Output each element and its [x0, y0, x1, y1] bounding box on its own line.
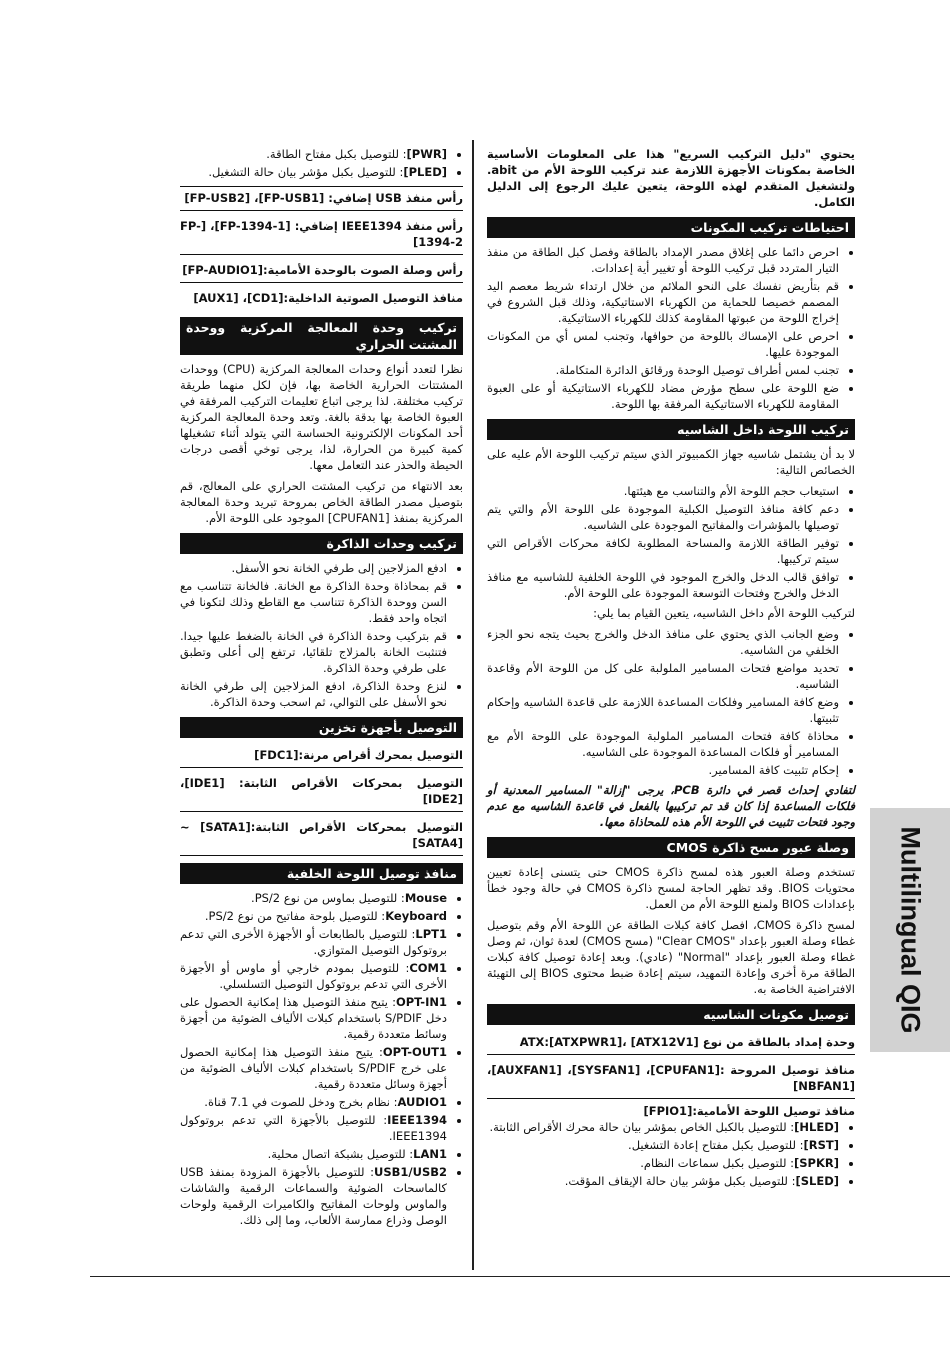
list-item: • إحكام تثبيت كافة المسامير. — [487, 762, 839, 778]
fan-connector-line: منافذ توصيل المروحة :[CPUFAN1]، [SYSFAN1]، [AUXFAN1]، [NBFAN1] — [487, 1059, 855, 1099]
precautions-list — [487, 244, 855, 412]
list-item — [180, 146, 447, 162]
connector-key: Mouse — [404, 891, 447, 905]
list-item: • قم بتركيب وحدة الذاكرة في الخانة بالضغط عليها جيدا. فتنثبت الخانة بالمزلاج تلقائيا، ترتفع إلى أعلى وتطبق على طرفي وحدة الذاكرة. — [180, 628, 447, 676]
panel-connectors-top-list — [180, 146, 463, 180]
memory-steps-list — [180, 560, 463, 710]
list-item: • ضع اللوحة على سطح مؤرض مضاد للكهرباء الاستاتيكية أو على العبوة المقاومة للكهرباء الاستاتيكية المرفقة بها اللوحة. — [487, 380, 839, 412]
fdc-line: التوصيل بمحرك أقراص مرنة:[FDC1] — [180, 744, 463, 768]
rear-panel-list — [180, 890, 463, 1228]
section-heading-rear-panel: منافذ توصيل اللوحة الخلفية — [180, 863, 463, 884]
connector-desc: : يتيح منفذ التوصيل هذا إمكانية الحصول على خرج S/PDIF باستخدام كبلات الألياف الضوئية من أجهزة وسائل متعددة رقمية. — [180, 1045, 447, 1091]
connector-key: COM1 — [409, 961, 447, 975]
list-item — [180, 1164, 447, 1228]
cmos-paragraph-2: لمسح ذاكرة CMOS، افصل كافة كبلات الطاقة عن اللوحة الأم وقم بتوصيل غطاء وصلة العبور بإعداد "Clear CMOS" (مسح CMOS) لعدة ثوان، ثم وصل غطاء وصلة العبور بإعداد "Normal" (عادي). وبعد إعادة توصيل كافة كبلات الطاقة مرة أخرى وإعادة التمهيد، سيتم إعادة ضبط محتوى BIOS إلى التهيئة الافتراضية الخاصة به. — [487, 918, 856, 996]
list-item: • تجنب لمس أطراف توصيل الوحدة ورقائق الدائرة المتكاملة. — [487, 362, 839, 378]
connector-key: LAN1 — [413, 1147, 447, 1161]
list-item — [487, 1137, 839, 1153]
steps-intro: لتركيب اللوحة الأم داخل الشاسيه، يتعين القيام بما يلي: — [593, 606, 855, 620]
right-column — [487, 146, 855, 1193]
section-heading-memory: تركيب وحدات الذاكرة — [180, 533, 463, 554]
column-divider — [472, 140, 474, 1270]
list-item — [180, 1044, 447, 1092]
list-item — [180, 1146, 447, 1162]
connector-key: [PLED] — [403, 165, 447, 179]
connector-desc: : للتوصيل بالأجهزة المزودة بمنفذ USB كالماسحات الضوئية والسماعات الرقمية والشاشات والماوس ولوحات المفاتيح والكاميرات الرقمية ولوحات الوصل وذراع ممارسة الألعاب، وما إلى ذلك. — [180, 1165, 447, 1227]
list-item — [180, 994, 447, 1042]
connector-desc: : للتوصيل بالأجهزة التي تدعم بروتوكول IEEE1394. — [180, 1113, 447, 1143]
connector-desc: : للتوصيل بكبل مؤشر بيان حالة التشغيل. — [208, 165, 404, 179]
audio-header-line: رأس وصلة الصوت بالوحدة الأمامية:[FP-AUDIO1] — [180, 259, 463, 283]
list-item: • استيعاب حجم اللوحة الأم والتناسب مع هيئتها. — [487, 483, 839, 499]
list-item — [180, 926, 447, 958]
section-heading-chassis-components: توصيل مكونات الشاسيه — [487, 1004, 855, 1025]
connector-key: USB1/USB2 — [374, 1165, 447, 1179]
connector-desc: : للتوصيل بشبكة اتصال محلية. — [267, 1147, 414, 1161]
list-item: • لنزع وحدة الذاكرة، ادفع المزلاجين إلى طرفي الخانة نحو الأسفل على التوالي، ثم اسحب وحدة الذاكرة. — [180, 678, 447, 710]
install-steps-list — [487, 626, 855, 778]
list-item: • تحديد مواضع فتحات المسامير الملولبة على كل من اللوحة الأم وقاعدة الشاسيه. — [487, 660, 839, 692]
connector-key: [HLED] — [794, 1120, 839, 1134]
connector-key: [RST] — [803, 1138, 839, 1152]
list-item — [180, 1112, 447, 1144]
connector-key: Keyboard — [385, 909, 447, 923]
list-item — [487, 1155, 839, 1171]
front-panel-heading: منافذ توصيل اللوحة الأمامية:[FPIO1] — [643, 1104, 855, 1118]
cmos-paragraph-1: تستخدم وصلة العبور هذه لمسح ذاكرة CMOS حتى يتسنى إعادة تعيين محتويات BIOS. وقد تظهر الحاجة لمسح ذاكرة CMOS في حالة وجود خطأ بإعدادات BIOS ولمنع اللوحة الأم من العمل. — [487, 865, 856, 911]
usb-header-line: رأس منفذ USB إضافي: [FP-USB1]، [FP-USB2] — [180, 187, 463, 211]
list-item: • محاذاة كافة فتحات المسامير الملولبة الموجودة على اللوحة الأم مع المسامير أو فلكات المساعدة الموجودة على الشاسيه. — [487, 728, 839, 760]
connector-desc: : نظام بخرج ودخل للصوت في 7.1 قناة. — [204, 1095, 398, 1109]
list-item — [487, 1173, 839, 1189]
connector-desc: : يتيح منفذ التوصيل هذا إمكانية الحصول على دخل S/PDIF باستخدام كبلات الألياف الضوئية من أجهزة وسائط متعددة رقمية. — [180, 995, 447, 1041]
section-heading-precautions: احتياطات تركيب المكونات — [487, 217, 855, 238]
connector-desc: : للتوصيل بكبل مفتاح الطاقة. — [266, 147, 407, 161]
internal-audio-line: منافذ التوصيل الصوتية الداخلية:[CD1]، [AUX1] — [193, 291, 463, 305]
list-item — [180, 890, 447, 906]
section-heading-cpu: تركيب وحدة المعالجة المركزية ووحدة المشتت الحراري — [180, 317, 463, 355]
list-item — [487, 1119, 839, 1135]
connector-desc: : للتوصيل بكبل مفتاح إعادة التشغيل. — [628, 1138, 804, 1152]
section-heading-storage: التوصيل بأجهزة تخزين — [180, 717, 463, 738]
cpu-paragraph-1: نظرا لتعدد أنواع وحدات المعالجة المركزية (CPU) ووحدات المشتتات الحرارية الخاصة بها، فإن لكل منهما طريقة تركيب مختلفة. لذا يرجى اتباع تعليمات التركيب المرفقة في العبوة الخاصة بها بدقة بالغة. وتعد وحدة المعالجة المركزية أحد المكونات الإلكترونية الحساسة التي يتولد أثناء تشغيلها كمية كبيرة من الحرارة، لذا، يرجى توخي أقصى درجات الحيطة والحذر عند التعامل معها. — [180, 362, 463, 472]
intro-paragraph: يحتوي "دليل التركيب السريع" هذا على المعلومات الأساسية الخاصة بمكونات الأجهزة اللازمة عند تركيب اللوحة الأم من abit. ولتشغيل المتقدم لهذه اللوحة، يتعين عليك الرجوع إلى الدليل الكامل. — [487, 147, 855, 209]
connector-desc: : للتوصيل بمودم خارجي أو ماوس أو الأجهزة الأخرى التي تدعم بروتوكول التوصيل التسلسلي. — [180, 961, 447, 991]
list-item: • احرص دائما على إغلاق مصدر الإمداد بالطاقة وفصل كبل الطاقة من منفذ التيار المتردد قبل تركيب اللوحة أو تغيير أية إعدادات. — [487, 244, 839, 276]
connector-key: OPT-OUT1 — [382, 1045, 447, 1059]
list-item — [180, 908, 447, 924]
list-item — [180, 164, 447, 180]
connector-desc: : للتوصيل بلوحة مفاتيح من نوع PS/2. — [204, 909, 386, 923]
side-tab — [870, 808, 950, 1052]
front-panel-list — [487, 1119, 855, 1189]
list-item: • احرص على الإمساك باللوحة من حوافها، وتجنب لمس أي من المكونات الموجودة عليها. — [487, 328, 839, 360]
connector-group — [180, 186, 463, 310]
pcb-note: لتفادي إحداث قصر في دائرة PCB، يرجى "إزالة" المسامير المعدنية أو فلكات المساعدة إذا كان قد تم تركيبها بالفعل في قاعدة الشاسيه مع عدم وجود فتحات تثبيت في اللوحة الأم هذه للمحاذاة معها. — [487, 783, 855, 829]
connector-key: [SPKR] — [794, 1156, 839, 1170]
list-item: • وضع الجانب الذي يحتوي على منافذ الدخل والخرج بحيث يتجه نحو الجزء الخلفي من الشاسيه. — [487, 626, 839, 658]
list-item: • توافق قالب الدخل والخرج الموجود في اللوحة الخلفية للشاسيه مع منافذ الدخل والخرج وفتحات التوسعة الموجودة على اللوحة الأم. — [487, 569, 839, 601]
connector-desc: : للتوصيل بماوس من نوع PS/2. — [251, 891, 405, 905]
connector-key: AUDIO1 — [397, 1095, 447, 1109]
left-column — [180, 146, 463, 1232]
ieee1394-header-line: رأس منفذ IEEE1394 إضافي: [FP-1394-1]، [FP-1394-2] — [180, 215, 463, 255]
footer-rule — [90, 1276, 950, 1277]
chassis-intro: لا بد أن يشتمل شاسيه جهاز الكمبيوتر الذي سيتم تركيب اللوحة الأم عليه على الخصائص التالية: — [487, 447, 855, 477]
cpu-paragraph-2: بعد الانتهاء من تركيب المشتت الحراري على المعالج، قم بتوصيل مصدر الطاقة الخاص بمروحة تبريد وحدة المعالجة المركزية بمنفذ [CPUFAN1] الموجود على اللوحة الأم. — [180, 479, 463, 525]
list-item — [180, 960, 447, 992]
sata-line: التوصيل بمحركات الأقراص الثابتة:[SATA1] ~ [SATA4] — [180, 816, 463, 856]
list-item: • توفير الطاقة اللازمة والمساحة المطلوبة لكافة محركات الأقراص التي سيتم تركيبها. — [487, 535, 839, 567]
connector-desc: : للتوصيل بكبل سماعات النظام. — [640, 1156, 794, 1170]
chassis-requirements-list — [487, 483, 855, 601]
connector-desc: : للتوصيل بالكبل الخاص بمؤشر بيان حالة محرك الأقراص الثابتة. — [489, 1120, 795, 1134]
list-item: • قم بمحاذاة وحدة الذاكرة مع الخانة. فالخانة تتناسب مع السن ووحدة الذاكرة تتناسب مع القاطع وذلك لتكونا في اتجاه واحد فقط. — [180, 578, 447, 626]
ide-line: التوصيل بمحركات الأقراص الثابتة: [IDE1]، [IDE2] — [180, 772, 463, 812]
list-item — [180, 1094, 447, 1110]
connector-key: IEEE1394 — [387, 1113, 447, 1127]
list-item: • دعم كافة منافذ التوصيل الكبلية الموجودة على اللوحة الأم والتي يتم توصيلها بالمؤشرات والمفاتيح الموجودة على الشاسيه. — [487, 501, 839, 533]
side-tab-label: Multilingual QIG — [895, 826, 926, 1034]
list-item: • وضع كافة المسامير وفلكات المساعدة اللازمة على قاعدة الشاسيه وإحكام تثبيتها. — [487, 694, 839, 726]
connector-key: LPT1 — [415, 927, 447, 941]
section-heading-chassis: تركيب اللوحة داخل الشاسيه — [487, 419, 855, 440]
connector-desc: : للتوصيل بالطابعات أو الأجهزة الأخرى التي تدعم بروتوكول التوصيل المتوازي. — [180, 927, 447, 957]
connector-key: [PWR] — [406, 147, 447, 161]
list-item: • ادفع المزلاجين إلى طرفي الخانة نحو الأسفل. — [180, 560, 447, 576]
connector-key: OPT-IN1 — [395, 995, 447, 1009]
power-connector-line: وحدة إمداد بالطاقة من نوع ATX:[ATXPWR1]، [ATX12V1] — [487, 1031, 855, 1055]
connector-desc: : للتوصيل بكبل مؤشر بيان حالة الإيقاف المؤقت. — [564, 1174, 796, 1188]
list-item: • قم بتأريض نفسك على النحو الملائم من خلال ارتداء شريط معصم اليد المصمم خصيصا للحماية من الكهرباء الاستاتيكية، وذلك قبل الشروع في إخراج اللوحة من عبوتها المقاومة كذلك للكهرباء الاستاتيكية. — [487, 278, 839, 326]
section-heading-cmos: وصلة عبور مسح ذاكرة CMOS — [487, 837, 855, 858]
connector-key: [SLED] — [795, 1174, 839, 1188]
